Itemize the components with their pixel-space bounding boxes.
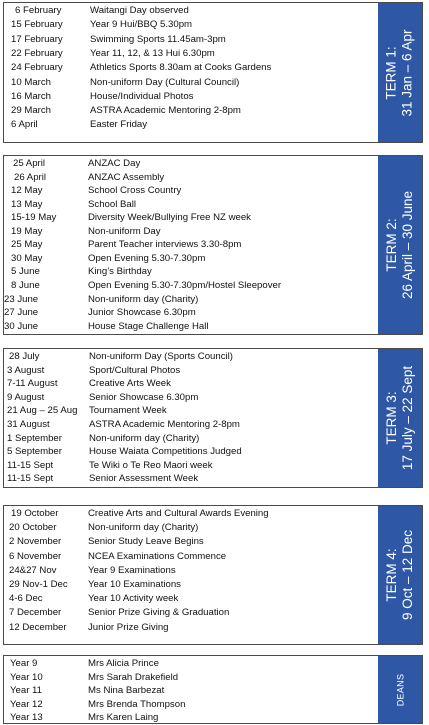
event-date: 25 April [13,158,45,169]
event-date: 23 June [4,293,39,305]
term-date-range: 17 July – 22 Sept [400,365,416,471]
event-date: 11-15 Sept [7,473,54,485]
term-block [3,2,423,143]
event-date: 6 February [15,5,62,16]
event-name: Non-uniform Day (Cultural Council) [90,76,240,88]
event-date: 30 May [11,252,43,264]
term-block [3,505,423,645]
event-date: 3 August [7,364,45,376]
term-date-range: 9 Oct – 12 Dec [400,529,416,621]
term-side-panel [378,156,422,334]
dean-name: Mrs Brenda Thompson [88,698,186,710]
event-name: ANZAC Day [88,158,141,169]
event-name: School Cross Country [88,185,182,197]
event-name: ASTRA Academic Mentoring 2-8pm [89,419,240,430]
event-date: 10 March [11,76,51,88]
event-date: 12 May [11,185,43,197]
event-date: 6 November [9,550,62,562]
event-date: 4-6 Dec [9,593,43,605]
event-date: 7-11 August [7,378,58,390]
event-name: Creative Arts Week [89,378,171,390]
event-name: Swimming Sports 11.45am-3pm [90,33,226,45]
term-side-panel [378,349,422,487]
event-date: 5 September [7,446,62,458]
event-name: Senior Prize Giving & Graduation [88,607,230,619]
event-date: 25 May [11,239,43,251]
dean-year: Year 10 [10,671,43,683]
event-name: Non-uniform Day [88,225,161,237]
event-name: Easter Friday [90,119,148,131]
dean-year: Year 11 [10,685,43,697]
term-label [384,29,416,116]
event-date: 1 September [7,432,62,444]
event-date: 11-15 Sept [7,459,54,471]
event-name: ANZAC Assembly [88,171,165,183]
event-name: King’s Birthday [88,266,152,278]
event-name: Athletics Sports 8.30am at Cooks Gardens [90,62,272,74]
event-name: House/Individual Photos [90,90,194,102]
dean-name: Ms Nina Barbezat [88,685,165,697]
deans-side-panel [378,656,422,723]
event-name: Diversity Week/Bullying Free NZ week [88,212,251,224]
event-date: 26 April [14,171,46,183]
event-date: 15-19 May [11,212,57,224]
event-name: Waitangi Day observed [90,5,189,16]
dean-name: Mrs Sarah Drakefield [88,671,179,683]
event-name: Senior Assessment Week [89,473,199,485]
term-title: TERM 2: [384,218,399,272]
event-date: 13 May [11,198,43,210]
event-name: Year 10 Activity week [88,593,179,605]
event-name: Non-uniform Day (Sports Council) [89,351,233,362]
event-date: 2 November [9,536,62,548]
event-date: 20 October [9,522,57,534]
dean-name: Mrs Karen Laing [88,712,159,724]
event-name: Sport/Cultural Photos [89,364,181,376]
event-name: Year 11, 12, & 13 Hui 6.30pm [90,47,215,59]
event-name: House Waiata Competitions Judged [89,446,242,458]
event-name: School Ball [88,198,136,210]
event-name: Creative Arts and Cultural Awards Evening [88,508,269,519]
term-block [3,155,423,335]
term-date-range: 26 April – 30 June [400,190,415,300]
dean-name: Mrs Alicia Prince [88,658,159,669]
event-name: Open Evening 5.30-7.30pm/Hostel Sleepover [88,279,282,291]
event-date: 5 June [11,266,40,278]
deans-label [392,673,408,706]
event-date: 16 March [11,90,51,102]
dean-year: Year 9 [10,658,38,669]
event-date: 30 June [4,320,39,332]
event-date: 7 December [9,607,62,619]
event-name: House Stage Challenge Hall [88,320,209,332]
event-date: 27 June [4,307,39,319]
term-title: TERM 1: [384,45,400,100]
event-date: 31 August [7,419,50,430]
event-date: 17 February [11,33,63,45]
event-name: Parent Teacher interviews 3.30-8pm [88,239,242,251]
event-name: Junior Showcase 6.30pm [88,307,196,319]
event-date: 19 May [11,225,43,237]
event-date: 29 March [11,105,51,117]
term-label [384,530,416,620]
event-name: Year 9 Examinations [88,564,176,576]
deans-title: DEANS [394,673,405,706]
event-name: Junior Prize Giving [88,621,169,633]
event-name: Year 9 Hui/BBQ 5.30pm [90,19,193,31]
term-title: TERM 4: [384,548,400,602]
event-date: 24 February [11,62,63,74]
term-label [384,191,416,299]
event-date: 24&27 Nov [9,564,57,576]
event-date: 15 February [11,19,63,31]
event-date: 6 April [11,119,38,131]
term-date-range: 31 Jan – 6 Apr [400,28,416,117]
term-label [384,366,416,470]
term-title: TERM 3: [384,391,400,445]
event-date: 8 June [11,279,40,291]
event-name: Tournament Week [89,405,167,417]
event-date: 21 Aug – 25 Aug [7,405,78,417]
event-name: Non-uniform day (Charity) [89,432,200,444]
event-date: 9 August [7,391,45,403]
event-name: Non-uniform day (Charity) [88,522,199,534]
event-date: 19 October [11,508,59,519]
event-name: Te Wiki o Te Reo Maori week [89,459,213,471]
dean-year: Year 13 [10,712,43,724]
term-block [3,348,423,488]
event-name: Open Evening 5.30-7.30pm [88,252,206,264]
event-date: 28 July [9,351,40,362]
term-side-panel [378,506,422,644]
event-date: 12 December [9,621,67,633]
event-name: Non-uniform day (Charity) [88,293,199,305]
event-name: Senior Showcase 6.30pm [89,391,199,403]
event-name: Year 10 Examinations [88,579,181,590]
event-name: NCEA Examinations Commence [88,550,227,562]
event-date: 22 February [11,47,63,59]
event-date: 29 Nov-1 Dec [9,579,68,590]
deans-block [3,655,423,724]
term-side-panel [378,3,422,142]
event-name: ASTRA Academic Mentoring 2-8pm [90,105,241,117]
dean-year: Year 12 [10,698,43,710]
event-name: Senior Study Leave Begins [88,536,204,548]
